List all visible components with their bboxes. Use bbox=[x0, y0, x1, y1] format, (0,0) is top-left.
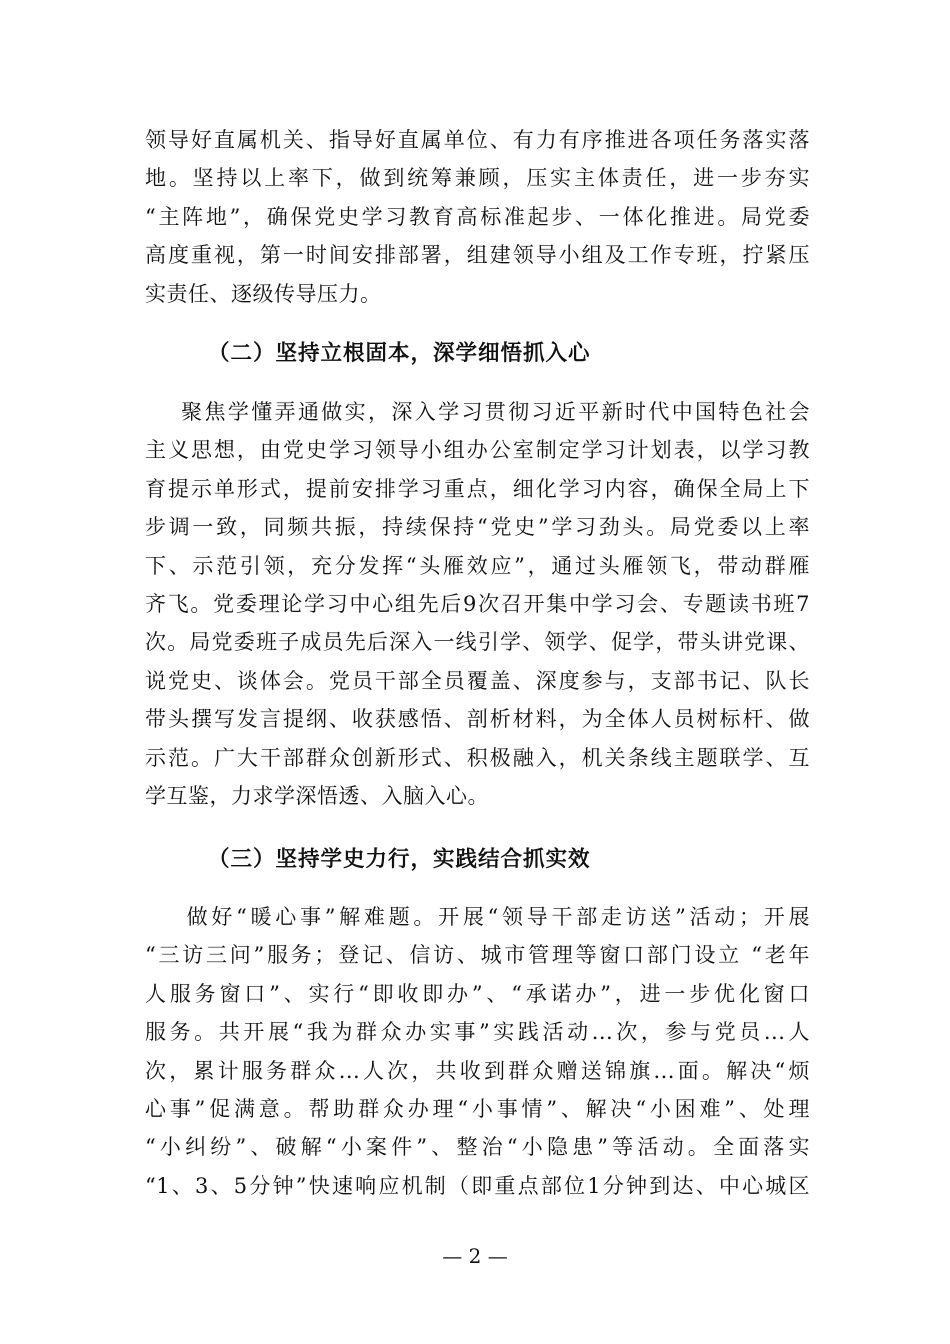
paragraph-line: 做好“暖心事”解难题。开展“领导干部走访送”活动；开展 bbox=[145, 905, 810, 929]
section-heading-2: （二）坚持立根固本，深学细悟抓入心 bbox=[208, 341, 591, 366]
section-heading-3: （三）坚持学史力行，实践结合抓实效 bbox=[208, 847, 591, 872]
paragraph-3 bbox=[145, 898, 810, 1205]
paragraph-line: 服务。共开展“我为群众办实事”实践活动...次，参与党员...人 bbox=[145, 1020, 810, 1045]
paragraph-line: 人服务窗口”、实行“即收即办”、“承诺办”，进一步优化窗口 bbox=[145, 981, 810, 1006]
paragraph-line: 地。坚持以上率下，做到统筹兼顾，压实主体责任，进一步夯实 bbox=[145, 166, 810, 191]
paragraph-line: 主义思想，由党史学习领导小组办公室制定学习计划表，以学习教 bbox=[145, 438, 810, 463]
paragraph-line: “三访三问”服务；登记、信访、城市管理等窗口部门设立 “老年 bbox=[145, 943, 810, 968]
paragraph-2 bbox=[145, 393, 810, 815]
paragraph-line: 聚焦学懂弄通做实，深入学习贯彻习近平新时代中国特色社会 bbox=[145, 400, 810, 424]
paragraph-line: 次，累计服务群众...人次，共收到群众赠送锦旗...面。解决“烦 bbox=[145, 1058, 810, 1083]
paragraph-line: 高度重视，第一时间安排部署，组建领导小组及工作专班，拧紧压 bbox=[145, 243, 810, 268]
paragraph-line: “1、3、5分钟”快速响应机制（即重点部位1分钟到达、中心城区 bbox=[145, 1173, 810, 1198]
page-number: — 2 — bbox=[442, 1244, 508, 1268]
paragraph-line: 说党史、谈体会。党员干部全员覆盖、深度参与，支部书记、队长 bbox=[145, 668, 810, 693]
paragraph-line: “主阵地”，确保党史学习教育高标准起步、一体化推进。局党委 bbox=[145, 204, 810, 229]
paragraph-line: 心事”促满意。帮助群众办理“小事情”、解决“小困难”、处理 bbox=[145, 1096, 810, 1121]
paragraph-line: 带头撰写发言提纲、收获感悟、剖析材料，为全体人员树标杆、做 bbox=[145, 707, 810, 732]
paragraph-line: “小纠纷”、破解“小案件”、整治“小隐患”等活动。全面落实 bbox=[145, 1135, 810, 1160]
paragraph-1 bbox=[145, 121, 810, 313]
paragraph-line: 学互鉴，力求学深悟透、入脑入心。 bbox=[145, 783, 489, 808]
paragraph-line: 实责任、逐级传导压力。 bbox=[145, 281, 382, 306]
paragraph-line: 次。局党委班子成员先后深入一线引学、领学、促学，带头讲党课、 bbox=[145, 630, 810, 655]
paragraph-line: 步调一致，同频共振，持续保持“党史”学习劲头。局党委以上率 bbox=[145, 515, 810, 540]
paragraph-line: 育提示单形式，提前安排学习重点，细化学习内容，确保全局上下 bbox=[145, 476, 810, 501]
paragraph-line: 领导好直属机关、指导好直属单位、有力有序推进各项任务落实落 bbox=[145, 128, 810, 152]
paragraph-line: 齐飞。党委理论学习中心组先后9次召开集中学习会、专题读书班7 bbox=[145, 591, 810, 616]
paragraph-line: 下、示范引领，充分发挥“头雁效应”，通过头雁领飞，带动群雁 bbox=[145, 553, 810, 578]
paragraph-line: 示范。广大干部群众创新形式、积极融入，机关条线主题联学、互 bbox=[145, 745, 810, 770]
